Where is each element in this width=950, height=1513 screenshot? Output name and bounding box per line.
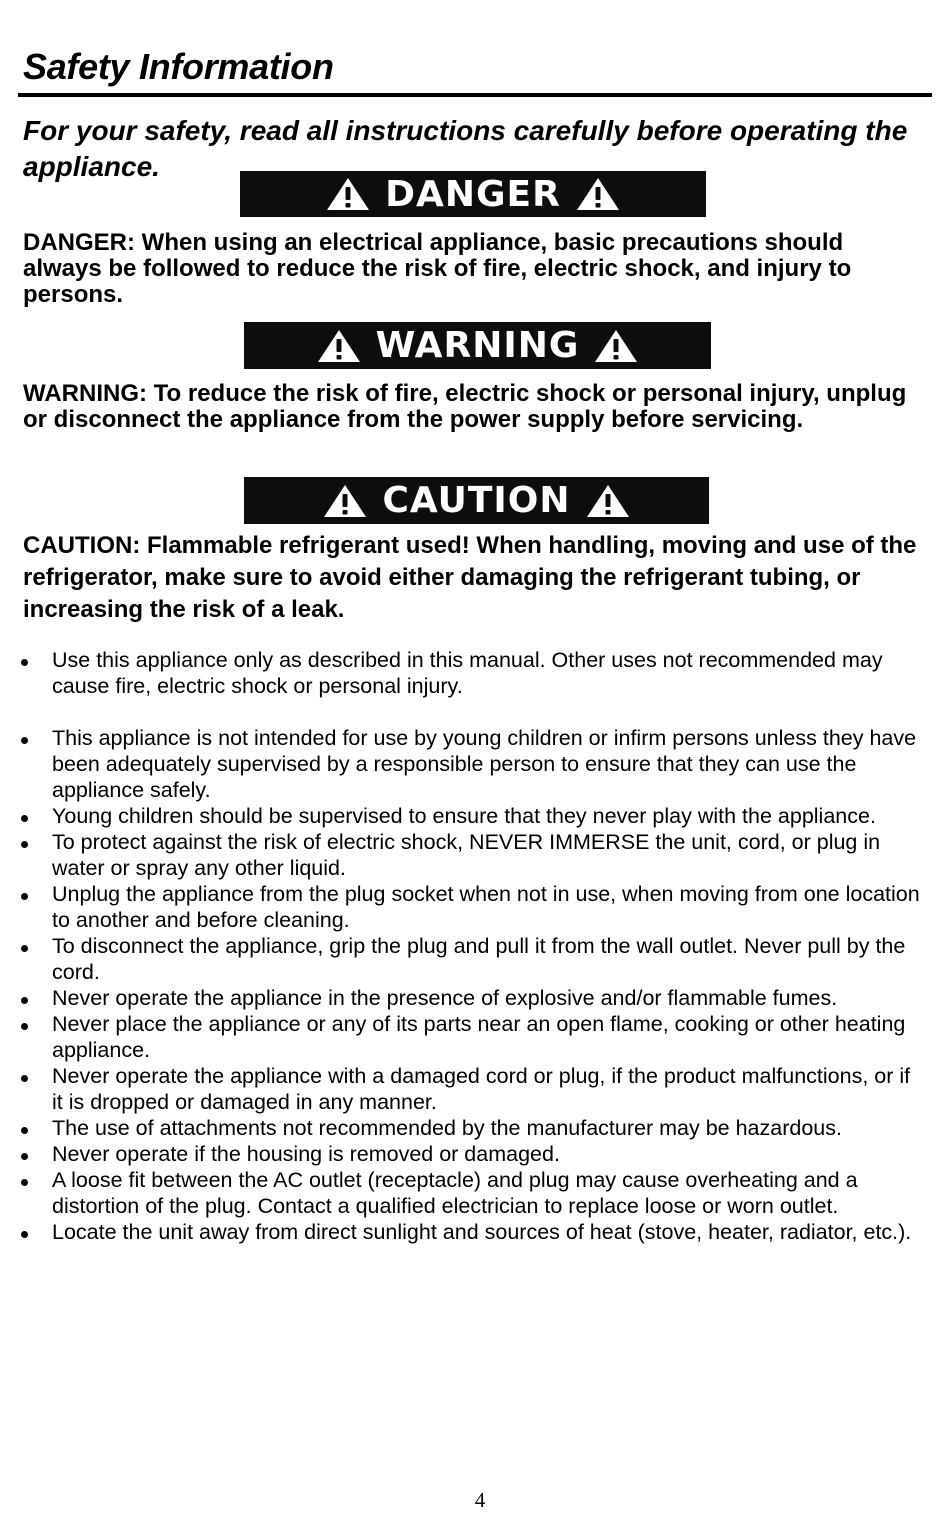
list-item-text: To disconnect the appliance, grip the plug and pull it from the wall outlet. Never pull by the cord. <box>52 934 906 984</box>
list-item <box>0 1219 950 1245</box>
list-item <box>0 985 950 1011</box>
list-item <box>0 933 950 985</box>
bullet-dot-icon <box>21 1127 28 1134</box>
caution-notice: CAUTION: Flammable refrigerant used! When handling, moving and use of the refrigerator, make sure to avoid either damaging the refrigerant tubing, or increasing the risk of a leak. <box>23 532 917 623</box>
bullet-dot-icon <box>21 1023 28 1030</box>
list-item-text: This appliance is not intended for use by young children or infirm persons unless they have been adequately supervised by a responsible person to ensure that they can use the appliance safely. <box>52 726 917 802</box>
danger-label: DANGER <box>385 173 561 215</box>
bullet-dot-icon <box>21 659 28 666</box>
warning-triangle-icon <box>325 176 371 212</box>
list-item <box>0 1141 950 1167</box>
list-item-text: Unplug the appliance from the plug socket when not in use, when moving from one location to another and before cleaning. <box>52 882 920 932</box>
list-item-text: Never place the appliance or any of its parts near an open flame, cooking or other heating appliance. <box>52 1012 906 1062</box>
warning-triangle-icon <box>316 328 362 364</box>
warning-triangle-icon <box>322 483 368 519</box>
list-item-text: Locate the unit away from direct sunlight and sources of heat (stove, heater, radiator, etc.). <box>52 1220 912 1244</box>
warning-label: WARNING <box>375 325 580 366</box>
list-item-text: A loose fit between the AC outlet (receptacle) and plug may cause overheating and a distortion of the plug. Contact a qualified electrician to replace loose or worn outlet. <box>52 1168 858 1218</box>
list-item <box>0 1011 950 1063</box>
list-item-text: Never operate the appliance in the presence of explosive and/or flammable fumes. <box>52 986 838 1010</box>
list-item-text: The use of attachments not recommended by the manufacturer may be hazardous. <box>52 1116 842 1140</box>
bullet-dot-icon <box>21 1179 28 1186</box>
safety-instructions-list <box>0 647 950 1245</box>
bullet-dot-icon <box>21 997 28 1004</box>
list-item <box>0 803 950 829</box>
list-item <box>0 829 950 881</box>
caution-banner <box>244 477 709 524</box>
list-item <box>0 725 950 803</box>
warning-notice: WARNING: To reduce the risk of fire, electric shock or personal injury, unplug or disconnect the appliance from the power supply before servicing. <box>23 380 907 433</box>
bullet-dot-icon <box>21 1075 28 1082</box>
page-number: 4 <box>474 1488 486 1512</box>
danger-banner <box>240 171 706 217</box>
list-item-text: Never operate if the housing is removed or damaged. <box>52 1142 560 1166</box>
bullet-dot-icon <box>21 815 28 822</box>
list-item <box>0 1063 950 1115</box>
list-item <box>0 1115 950 1141</box>
warning-triangle-icon <box>575 176 621 212</box>
bullet-dot-icon <box>21 893 28 900</box>
list-item <box>0 881 950 933</box>
warning-triangle-icon <box>585 483 631 519</box>
warning-banner <box>244 322 711 369</box>
list-item-text: Use this appliance only as described in this manual. Other uses not recommended may cause fire, electric shock or personal injury. <box>52 648 883 698</box>
page-title: Safety Information <box>23 46 334 87</box>
list-item-text: To protect against the risk of electric shock, NEVER IMMERSE the unit, cord, or plug in water or spray any other liquid. <box>52 830 881 880</box>
bullet-dot-icon <box>21 1153 28 1160</box>
bullet-dot-icon <box>21 945 28 952</box>
caution-label: CAUTION <box>382 480 571 521</box>
danger-notice: DANGER: When using an electrical appliance, basic precautions should always be followed to reduce the risk of fire, electric shock, and injury to persons. <box>23 229 852 308</box>
title-divider <box>18 93 932 97</box>
safety-intro: For your safety, read all instructions carefully before operating the appliance. <box>23 115 908 182</box>
list-item-text: Never operate the appliance with a damaged cord or plug, if the product malfunctions, or if it is dropped or damaged in any manner. <box>52 1064 911 1114</box>
bullet-dot-icon <box>21 841 28 848</box>
list-item-text: Young children should be supervised to ensure that they never play with the appliance. <box>52 804 876 828</box>
bullet-dot-icon <box>21 1231 28 1238</box>
bullet-dot-icon <box>21 737 28 744</box>
list-item <box>0 647 950 699</box>
warning-triangle-icon <box>593 328 639 364</box>
list-item <box>0 1167 950 1219</box>
